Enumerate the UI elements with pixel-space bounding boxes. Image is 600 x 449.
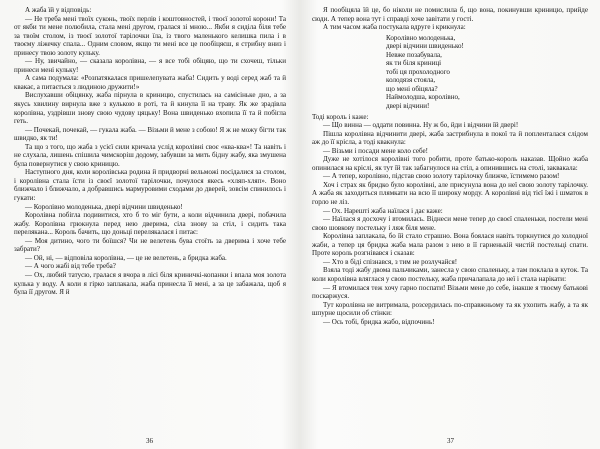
verse-line: як ти біля криниці bbox=[386, 59, 442, 68]
right-paragraph: — Наїлася я досхочу і втомилась. Віднеси мене тепер до своєї спаленьки, постели мені свою шовкову постельку і ляж біля мене. bbox=[312, 215, 588, 232]
left-paragraph: — Ну, звичайно, — сказала королівна, — я все тобі обіцяю, що ти схочеш, тільки принеси мені кульку! bbox=[14, 57, 286, 74]
right-paragraph: Взяла тоді жабу двома пальчиками, занесла у свою спаленьку, а там поклала в куток. Та коли королівна вляглася у свою постельку, жаба причалапала до неї і стала нарікати: bbox=[312, 266, 588, 283]
verse-line: колодязя стояла, bbox=[386, 76, 436, 85]
right-page bbox=[312, 6, 588, 446]
right-paragraph: — А тепер, королівно, підстав свою золоту тарілочку ближче, їстимемо разом! bbox=[323, 172, 560, 181]
right-paragraph: Королівна заплакала, бо їй стало страшно. Вона боялася навіть торкнутися до холодної жаби, а тепер ця бридка жаба мала разом з нею в її гарненькій чистій постельці спати. Проте король розгнівався і сказав: bbox=[312, 232, 588, 258]
verse-line: двері відчини! bbox=[386, 102, 430, 111]
left-paragraph: — Ох, любий татусю, гралася я вчора в лісі біля криничкі-копанки і впала моя золота кулька у воду. А коли я гірко заплакала, жаба принесла її мені, а за це забажала, щоб я була її другом. Я й bbox=[14, 270, 286, 297]
verse-line: Невже позабувала, bbox=[386, 50, 442, 59]
verse-line: що мені обіцяла? bbox=[386, 84, 438, 93]
page-number-left: 36 bbox=[146, 437, 153, 445]
left-paragraph: — Моя дитино, чого ти боїшся? Чи не велетень бува стоїть за дверима і хоче тебе забрати? bbox=[14, 236, 286, 254]
left-paragraph: — Ой, ні, — відповіла королівна, — це не велетень, а бридка жаба. bbox=[25, 253, 227, 262]
left-paragraph: Та що з того, що жаба з усієї сили кричала услід королівні своє «ква-ква»! Та навіть і не слухала, лишень спішила чимскоріш додому, забувши за мить бідну жабу, яка змушена була повернутися у свою криницю. bbox=[14, 142, 286, 168]
verse-line: тобі ця прохолодного bbox=[386, 67, 450, 76]
right-paragraph: — Ох. Нарешті жаба наїлася і дає каже: bbox=[323, 206, 443, 215]
verse-line: Королівно молоденька, bbox=[386, 33, 456, 42]
left-paragraph: А сама подумала: «Розпатякалася пришелепувата жаба! Сидить у воді серед жаб та й квакає, а питається з людиною дружити!» bbox=[14, 74, 286, 91]
right-paragraph: А тим часом жаба постукала вдруге і крикнула: bbox=[323, 23, 466, 32]
right-paragraph: — Хто в біді спізнався, з тим не розлучайся! bbox=[323, 257, 458, 266]
right-paragraph: — Візьми і посади мене коло себе! bbox=[323, 146, 428, 155]
right-paragraph: — Що винна — оддати повинна. Ну ж бо, йди і відчини їй двері! bbox=[323, 121, 519, 130]
left-paragraph: А жаба їй у відповідь: bbox=[25, 6, 92, 14]
verse-block bbox=[386, 34, 588, 111]
right-paragraph: Пішла королівна відчинити двері, жаба застрибнула в покої та й попленталася слідом аж до її крісла, а тоді квакнула: bbox=[312, 129, 588, 147]
right-paragraph: — Ось тобі, бридка жабо, відпочинь! bbox=[323, 317, 435, 326]
right-paragraph: — Я втомилася теж хочу гарно поспати! Візьми мене до себе, інакше я твоєму батькові поскаржуся. bbox=[312, 283, 588, 301]
right-paragraph: Дуже не хотілося королівні того робити, проте батько-король наказав. Щойно жаба опинилася на кріслі, як тут їй так забагнулося на стіл, а опинившись на столі, заквакала: bbox=[312, 155, 588, 172]
left-paragraph: — Не треба мені твоїх суконь, твоїх перлів і коштовностей, і твоєї золотої корони! Та от якби ти мене полюбила, стала мені другом, гралася зі мною... Якби я сиділа біля тебе за твоїм столом, із твоєї золотої тарілочки їла, із твого маленького келишка пила і в твоєму ліжечку спала... Одним словом, якщо ти мені все це пообіцяєш, я стрибну вниз і принесу твою золоту кульку. bbox=[14, 14, 286, 57]
verse-line: Наймолодша, королівно, bbox=[386, 93, 460, 102]
left-paragraph: — А чого жабі від тебе треба? bbox=[25, 262, 116, 271]
right-paragraph: Тут королівна не витримала, розсердилась по-справжньому та як ухопить жабу, а та як шпурне щосили об стінки: bbox=[312, 300, 588, 318]
right-paragraph: Тоді король і каже: bbox=[312, 112, 369, 121]
left-paragraph: Вислухавши обіцянку, жаба пірнула в криницю, спустилась на самісіньке дно, а за якусь хвилину вирнула вже з кулькою в роті, та й кинула її на траву. Як же зрадівла королівна, уздрівши знову свою чудову цяцьку! Вона швиденько вхопила її та й побігла геть. bbox=[14, 91, 286, 126]
left-paragraph: — Почекай, почекай, — гукала жаба. — Візьми й мене з собою! Я ж не можу бігти так швидко, як ти! bbox=[14, 125, 286, 143]
verse-line: двері відчини швиденько! bbox=[386, 42, 464, 51]
right-paragraph: Я пообіцяла їй це, бо ніколи не помислила б, що вона, покинувши криницю, прийде сюди. А тепер вона тут і справді хоче завітати у гості. bbox=[312, 6, 588, 23]
page-number-right: 37 bbox=[447, 437, 454, 445]
right-paragraph: Хоч і страх як бридко було королівні, але присунула вона до неї свою золоту тарілочку. А жаба як заходиться плямкати на всю її широку морду. А королівні від тієї їжі і шматок в горло не ліз. bbox=[312, 180, 588, 207]
left-paragraph: — Королівно молоденька, двері відчини швиденько! bbox=[25, 202, 183, 211]
left-paragraph: Королівна побігла подивитися, хто б то міг бути, а коли відчинила двері, побачила жабу. Королівна грюкнула перед нею дверима, сіла знову за стіл, і сидить така перелякана... Король бачить, що доньці перелякалася і питає: bbox=[14, 211, 286, 237]
left-paragraph: Наступного дня, коли королівська родина й придворні вельможі посідалися за столом, і королівна стала їсти із своєї золотої тарілочки, почулося якесь «хляп-хляп». Воно ближчало і ближчало, а добравшись мармуровими сходами до дверей, зовсім спинилось і гукати: bbox=[14, 168, 286, 203]
left-page bbox=[14, 6, 286, 446]
